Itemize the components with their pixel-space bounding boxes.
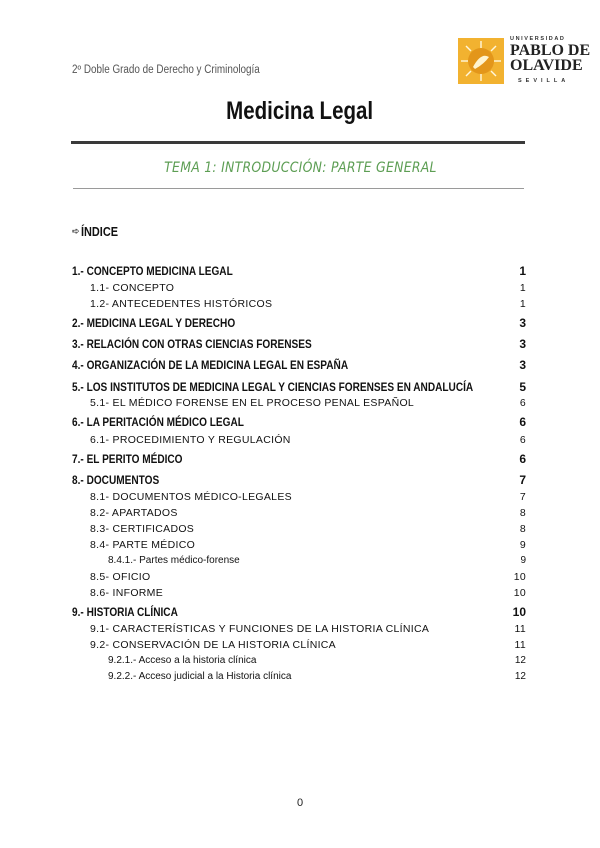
toc-entry-text: 7.- EL PERITO MÉDICO [72, 452, 183, 466]
toc-entry-text: 8.4.1.- Partes médico-forense [108, 555, 240, 566]
toc-entry[interactable] [72, 587, 526, 599]
toc-entry-title [90, 434, 520, 446]
toc-entry-text: 9.- HISTORIA CLÍNICA [72, 605, 178, 619]
indice-label: ÍNDICE [80, 224, 118, 239]
toc-entry[interactable] [72, 539, 526, 551]
toc-entry[interactable] [72, 639, 526, 651]
toc-entry-page: 1 [519, 298, 526, 310]
toc-entry-title [72, 415, 519, 429]
toc-entry[interactable] [72, 555, 526, 566]
logo-line-3: OLAVIDE [510, 57, 583, 74]
toc-entry-title [90, 507, 520, 519]
toc-entry-title [72, 264, 519, 278]
toc-entry-title [108, 555, 520, 566]
toc-entry[interactable] [72, 380, 526, 394]
toc-entry[interactable] [72, 397, 526, 409]
toc-entry[interactable] [72, 282, 526, 294]
toc-entry[interactable] [72, 264, 526, 278]
toc-entry-text: 9.2.1.- Acceso a la historia clínica [108, 655, 257, 666]
toc-entry-title [72, 380, 519, 394]
toc-entry-text: 1.- CONCEPTO MEDICINA LEGAL [72, 264, 233, 278]
toc-entry[interactable] [72, 337, 526, 351]
toc-entry-page: 3 [519, 358, 526, 372]
toc-entry-title [72, 316, 519, 330]
toc-entry-text: 8.2- APARTADOS [90, 507, 178, 519]
toc-entry-text: 5.1- EL MÉDICO FORENSE EN EL PROCESO PENAL ESPAÑOL [90, 397, 415, 409]
logo-line-2: PABLO DE [510, 42, 591, 59]
toc-entry-text: 4.- ORGANIZACIÓN DE LA MEDICINA LEGAL EN ESPAÑA [72, 358, 349, 372]
toc-entry[interactable] [72, 491, 526, 503]
toc-entry[interactable] [72, 298, 526, 310]
toc-entry-title [90, 571, 514, 583]
toc-entry-text: 1.1- CONCEPTO [90, 282, 175, 294]
arrow-icon: ➪ [72, 226, 80, 236]
toc-entry-title [72, 605, 513, 619]
toc-entry-title [108, 671, 515, 682]
logo-line-4: SEVILLA [518, 78, 570, 84]
toc-entry-text: 9.2- CONSERVACIÓN DE LA HISTORIA CLÍNICA [90, 639, 336, 651]
toc-entry-page: 8 [519, 507, 526, 519]
toc-entry-page: 6 [519, 415, 526, 429]
toc-entry-page: 3 [519, 316, 526, 330]
toc-entry[interactable] [72, 671, 526, 682]
toc-entry-text: 6.- LA PERITACIÓN MÉDICO LEGAL [72, 415, 244, 429]
toc-entry-page: 10 [513, 571, 526, 583]
toc-entry-page: 9 [519, 539, 526, 551]
toc-entry-title [90, 397, 520, 409]
toc-entry[interactable] [72, 623, 526, 635]
document-subtitle: 2º Doble Grado de Derecho y Criminología [72, 64, 260, 76]
toc-entry[interactable] [72, 452, 526, 466]
toc-entry-text: 6.1- PROCEDIMIENTO Y REGULACIÓN [90, 434, 291, 446]
toc-entry-title [72, 337, 519, 351]
toc-entry-page: 8 [519, 523, 526, 535]
toc-entry-page: 6 [519, 452, 526, 466]
toc-entry[interactable] [72, 434, 526, 446]
toc-entry-text: 2.- MEDICINA LEGAL Y DERECHO [72, 316, 236, 330]
toc-entry-text: 1.2- ANTECEDENTES HISTÓRICOS [90, 298, 273, 310]
toc-entry-text: 9.2.2.- Acceso judicial a la Historia clínica [108, 671, 292, 682]
toc-entry-page: 1 [519, 282, 526, 294]
toc-entry-page: 12 [514, 655, 526, 666]
toc-entry-title [90, 523, 520, 535]
toc-entry[interactable] [72, 507, 526, 519]
toc-entry-text: 8.5- OFICIO [90, 571, 151, 583]
toc-entry-text: 8.6- INFORME [90, 587, 164, 599]
toc-entry-page: 10 [513, 587, 526, 599]
toc-entry-page: 6 [519, 397, 526, 409]
toc-entry[interactable] [72, 571, 526, 583]
toc-entry-title [108, 655, 515, 666]
toc-entry-title [90, 587, 514, 599]
toc-entry[interactable] [72, 523, 526, 535]
toc-entry-page: 7 [519, 491, 526, 503]
toc-entry-title [72, 452, 519, 466]
toc-entry-page: 5 [519, 380, 526, 394]
toc-entry-title [90, 539, 520, 551]
toc-entry-text: 8.3- CERTIFICADOS [90, 523, 195, 535]
toc-entry-text: 3.- RELACIÓN CON OTRAS CIENCIAS FORENSES [72, 337, 312, 351]
page-number: 0 [296, 797, 304, 809]
logo-line-1: UNIVERSIDAD [510, 36, 566, 42]
toc-entry-page: 6 [519, 434, 526, 446]
toc-entry[interactable] [72, 605, 526, 619]
toc-entry[interactable] [72, 655, 526, 666]
toc-entry-title [90, 282, 520, 294]
toc-entry-text: 8.4- PARTE MÉDICO [90, 539, 196, 551]
toc-entry-text: 8.- DOCUMENTOS [72, 473, 160, 487]
toc-entry-title [90, 639, 515, 651]
toc-entry-title [90, 491, 520, 503]
toc-entry-page: 9 [520, 555, 526, 566]
toc-entry-title [90, 298, 520, 310]
toc-entry-text: 9.1- CARACTERÍSTICAS Y FUNCIONES DE LA HISTORIA CLÍNICA [90, 623, 430, 635]
toc-entry[interactable] [72, 316, 526, 330]
toc-entry-page: 11 [514, 623, 526, 635]
toc-entry-page: 7 [519, 473, 526, 487]
document-title-text: Medicina Legal [226, 97, 374, 125]
toc-entry-page: 1 [519, 264, 526, 278]
toc-entry[interactable] [72, 473, 526, 487]
toc-entry[interactable] [72, 415, 526, 429]
toc-entry-page: 10 [512, 605, 526, 619]
toc-entry[interactable] [72, 358, 526, 372]
toc-entry-text: 8.1- DOCUMENTOS MÉDICO-LEGALES [90, 491, 292, 503]
toc-entry-page: 12 [514, 671, 526, 682]
toc-entry-title [72, 473, 519, 487]
toc-entry-title [72, 358, 519, 372]
tema-heading-text: TEMA 1: INTRODUCCIÓN: PARTE GENERAL [163, 160, 437, 176]
toc-entry-page: 11 [514, 639, 526, 651]
toc-entry-title [90, 623, 515, 635]
toc-entry-page: 3 [519, 337, 526, 351]
toc-entry-text: 5.- LOS INSTITUTOS DE MEDICINA LEGAL Y CIENCIAS FORENSES EN ANDALUCÍA [72, 380, 474, 394]
